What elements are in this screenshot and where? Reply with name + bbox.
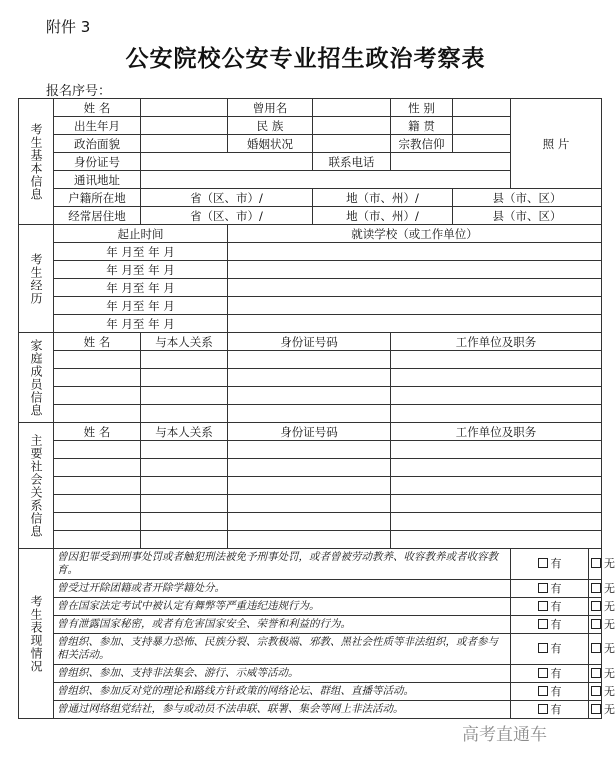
registration-number-label: 报名序号： bbox=[46, 84, 112, 99]
family-header-id: 身份证号码 bbox=[228, 333, 391, 351]
label-political: 政治面貌 bbox=[54, 135, 141, 153]
no-checkbox-8[interactable]: 无 bbox=[589, 701, 602, 719]
label-name: 姓 名 bbox=[54, 99, 141, 117]
checkbox-icon bbox=[538, 558, 548, 568]
label-marital: 婚姻状况 bbox=[228, 135, 313, 153]
social-row[interactable] bbox=[19, 531, 602, 549]
family-row[interactable] bbox=[19, 405, 602, 423]
field-gender[interactable] bbox=[453, 99, 511, 117]
time-range-1[interactable]: 年 月至 年 月 bbox=[54, 243, 228, 261]
yes-checkbox-1[interactable]: 有 bbox=[511, 549, 589, 580]
household-county[interactable]: 县（市、区） bbox=[453, 189, 602, 207]
statement-4: 曾有泄露国家秘密，或者有危害国家安全、荣誉和利益的行为。 bbox=[54, 616, 511, 634]
section-family: 家庭成员信息 bbox=[19, 333, 54, 423]
yes-checkbox-8[interactable]: 有 bbox=[511, 701, 589, 719]
label-household: 户籍所在地 bbox=[54, 189, 141, 207]
section-social: 主要社会关系信息 bbox=[19, 423, 54, 549]
field-phone[interactable] bbox=[391, 153, 511, 171]
checkbox-icon bbox=[591, 601, 601, 611]
checkbox-icon bbox=[591, 704, 601, 714]
page-title: 公安院校公安专业招生政治考察表 bbox=[125, 45, 486, 72]
statement-5: 曾组织、参加、支持暴力恐怖、民族分裂、宗教极端、邪教、黑社会性质等非法组织，或者参与相关活动。 bbox=[54, 634, 511, 665]
no-checkbox-6[interactable]: 无 bbox=[589, 665, 602, 683]
social-row[interactable] bbox=[19, 459, 602, 477]
no-checkbox-2[interactable]: 无 bbox=[589, 580, 602, 598]
field-marital[interactable] bbox=[313, 135, 391, 153]
watermark: 高考直通车 bbox=[462, 725, 547, 745]
section-basic-info: 考生基本信息 bbox=[19, 99, 54, 225]
residence-city[interactable]: 地（市、州）/ bbox=[313, 207, 453, 225]
label-gender: 性 别 bbox=[391, 99, 453, 117]
field-native-place[interactable] bbox=[453, 117, 511, 135]
statement-6: 曾组织、参加、支持非法集会、游行、示威等活动。 bbox=[54, 665, 511, 683]
school-3[interactable] bbox=[228, 279, 602, 297]
social-row[interactable] bbox=[19, 441, 602, 459]
no-checkbox-4[interactable]: 无 bbox=[589, 616, 602, 634]
school-4[interactable] bbox=[228, 297, 602, 315]
social-header-id: 身份证号码 bbox=[228, 423, 391, 441]
label-address: 通讯地址 bbox=[54, 171, 141, 189]
household-city[interactable]: 地（市、州）/ bbox=[313, 189, 453, 207]
family-row[interactable] bbox=[19, 387, 602, 405]
field-ethnicity[interactable] bbox=[313, 117, 391, 135]
school-5[interactable] bbox=[228, 315, 602, 333]
yes-checkbox-6[interactable]: 有 bbox=[511, 665, 589, 683]
family-header-employer: 工作单位及职务 bbox=[391, 333, 602, 351]
checkbox-icon bbox=[591, 558, 601, 568]
social-header-employer: 工作单位及职务 bbox=[391, 423, 602, 441]
checkbox-icon bbox=[538, 619, 548, 629]
yes-checkbox-5[interactable]: 有 bbox=[511, 634, 589, 665]
field-political[interactable] bbox=[141, 135, 228, 153]
statement-3: 曾在国家法定考试中被认定有舞弊等严重违纪违规行为。 bbox=[54, 598, 511, 616]
residence-province[interactable]: 省（区、市）/ bbox=[141, 207, 313, 225]
residence-county[interactable]: 县（市、区） bbox=[453, 207, 602, 225]
label-ethnicity: 民 族 bbox=[228, 117, 313, 135]
checkbox-icon bbox=[538, 668, 548, 678]
header-school: 就读学校（或工作单位） bbox=[228, 225, 602, 243]
label-id-number: 身份证号 bbox=[54, 153, 141, 171]
photo-box[interactable] bbox=[511, 99, 602, 189]
checkbox-icon bbox=[538, 704, 548, 714]
time-range-3[interactable]: 年 月至 年 月 bbox=[54, 279, 228, 297]
political-review-form bbox=[18, 98, 615, 719]
field-id-number[interactable] bbox=[141, 153, 313, 171]
field-former-name[interactable] bbox=[313, 99, 391, 117]
no-checkbox-1[interactable]: 无 bbox=[589, 549, 602, 580]
school-1[interactable] bbox=[228, 243, 602, 261]
time-range-4[interactable]: 年 月至 年 月 bbox=[54, 297, 228, 315]
statement-2: 曾受过开除团籍或者开除学籍处分。 bbox=[54, 580, 511, 598]
section-experience: 考生经历 bbox=[19, 225, 54, 333]
family-row[interactable] bbox=[19, 369, 602, 387]
statement-1: 曾因犯罪受到刑事处罚或者触犯刑法被免予刑事处罚，或者曾被劳动教养、收容教养或者收容教育。 bbox=[54, 549, 511, 580]
checkbox-icon bbox=[591, 583, 601, 593]
family-header-relation: 与本人关系 bbox=[141, 333, 228, 351]
social-header-relation: 与本人关系 bbox=[141, 423, 228, 441]
household-province[interactable]: 省（区、市）/ bbox=[141, 189, 313, 207]
label-former-name: 曾用名 bbox=[228, 99, 313, 117]
field-address[interactable] bbox=[141, 171, 511, 189]
time-range-5[interactable]: 年 月至 年 月 bbox=[54, 315, 228, 333]
yes-checkbox-2[interactable]: 有 bbox=[511, 580, 589, 598]
label-birth: 出生年月 bbox=[54, 117, 141, 135]
photo-label: 照 片 bbox=[542, 136, 570, 151]
no-checkbox-7[interactable]: 无 bbox=[589, 683, 602, 701]
field-religion[interactable] bbox=[453, 135, 511, 153]
checkbox-icon bbox=[538, 643, 548, 653]
family-row[interactable] bbox=[19, 351, 602, 369]
yes-checkbox-3[interactable]: 有 bbox=[511, 598, 589, 616]
checkbox-icon bbox=[538, 583, 548, 593]
checkbox-icon bbox=[591, 686, 601, 696]
label-residence: 经常居住地 bbox=[54, 207, 141, 225]
checkbox-icon bbox=[538, 601, 548, 611]
checkbox-icon bbox=[591, 668, 601, 678]
checkbox-icon bbox=[591, 619, 601, 629]
statement-8: 曾通过网络组党结社，参与或动员不法串联、联署、集会等网上非法活动。 bbox=[54, 701, 511, 719]
family-header-name: 姓 名 bbox=[54, 333, 141, 351]
no-checkbox-3[interactable]: 无 bbox=[589, 598, 602, 616]
label-religion: 宗教信仰 bbox=[391, 135, 453, 153]
social-row[interactable] bbox=[19, 477, 602, 495]
field-birth[interactable] bbox=[141, 117, 228, 135]
social-row[interactable] bbox=[19, 513, 602, 531]
social-row[interactable] bbox=[19, 495, 602, 513]
yes-checkbox-4[interactable]: 有 bbox=[511, 616, 589, 634]
statement-7: 曾组织、参加反对党的理论和路线方针政策的网络论坛、群组、直播等活动。 bbox=[54, 683, 511, 701]
attachment-label: 附件 3 bbox=[46, 18, 91, 36]
social-header-name: 姓 名 bbox=[54, 423, 141, 441]
section-performance: 考生表现情况 bbox=[19, 549, 54, 719]
label-native-place: 籍 贯 bbox=[391, 117, 453, 135]
checkbox-icon bbox=[538, 686, 548, 696]
header-time-range: 起止时间 bbox=[54, 225, 228, 243]
no-checkbox-5[interactable]: 无 bbox=[589, 634, 602, 665]
field-name[interactable] bbox=[141, 99, 228, 117]
time-range-2[interactable]: 年 月至 年 月 bbox=[54, 261, 228, 279]
school-2[interactable] bbox=[228, 261, 602, 279]
yes-checkbox-7[interactable]: 有 bbox=[511, 683, 589, 701]
label-phone: 联系电话 bbox=[313, 153, 391, 171]
checkbox-icon bbox=[591, 643, 601, 653]
